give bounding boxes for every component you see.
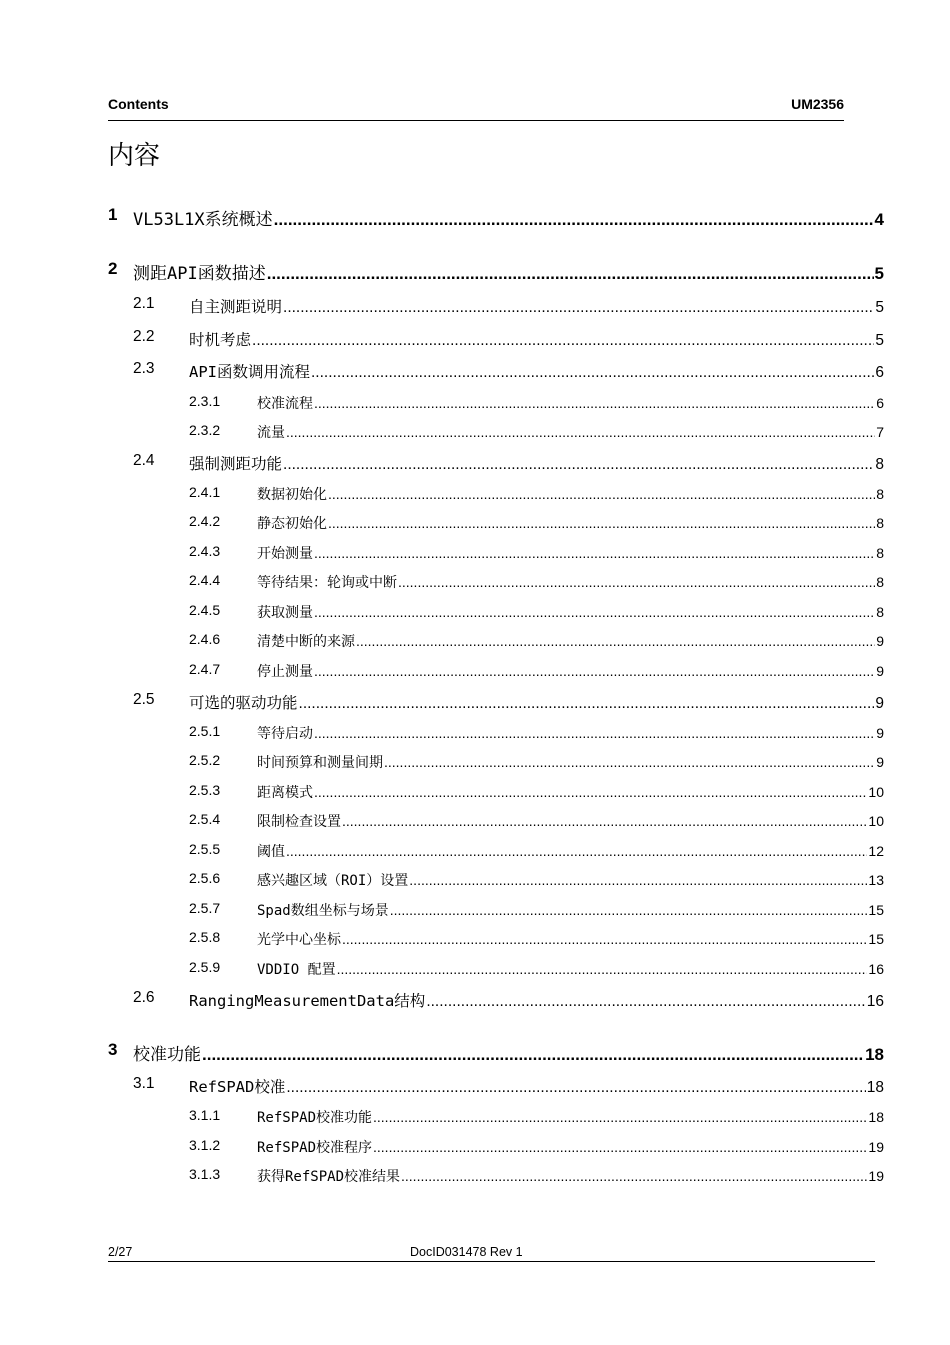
header-section-label: Contents: [108, 96, 169, 112]
toc-entry-number: 2.4.6: [189, 631, 221, 647]
toc-entry-title: 光学中心坐标: [257, 932, 341, 948]
toc-entry-title: 自主测距说明: [189, 298, 283, 316]
toc-entry-title: VL53L1X系统概述: [133, 210, 273, 230]
toc-entry-page: 7: [876, 424, 884, 440]
toc-entry[interactable]: [189, 631, 884, 651]
toc-entry[interactable]: [189, 900, 884, 920]
toc-entry-number: 2.4.4: [189, 572, 221, 588]
toc-dot-leader: [202, 1045, 864, 1065]
toc-entry-number: 2.3: [133, 360, 155, 377]
toc-entry[interactable]: [189, 841, 884, 861]
toc-entry[interactable]: [189, 484, 884, 504]
toc-entry-number: 3.1.2: [189, 1137, 221, 1153]
page-number: 2/27: [108, 1245, 133, 1259]
toc-entry-number: 2.5.6: [189, 870, 221, 886]
toc-dot-leader: [286, 424, 875, 440]
toc-entry-page: 5: [874, 264, 884, 283]
toc-entry[interactable]: [133, 691, 884, 713]
toc-entry-number: 2.4: [133, 452, 155, 469]
toc-entry-page: 6: [876, 395, 884, 411]
toc-entry-title: RangingMeasurementData结构: [189, 992, 426, 1010]
toc-entry[interactable]: [133, 989, 884, 1011]
toc-entry-page: 8: [876, 486, 884, 502]
toc-entry-number: 2.6: [133, 989, 155, 1006]
toc-entry-page: 8: [876, 515, 884, 531]
toc-entry-number: 2.5.7: [189, 900, 221, 916]
toc-entry-number: 2.5.4: [189, 811, 221, 827]
header-doc-code: UM2356: [791, 96, 844, 112]
toc-entry-number: 2: [108, 259, 118, 278]
toc-dot-leader: [311, 364, 874, 382]
toc-entry-title: 停止测量: [257, 664, 313, 680]
toc-dot-leader: [286, 1079, 865, 1097]
toc-entry-page: 9: [875, 695, 884, 712]
toc-entry-number: 2.5.3: [189, 782, 221, 798]
toc-entry[interactable]: [189, 870, 884, 890]
toc-entry-title: 静态初始化: [257, 516, 327, 532]
toc-entry-title: 数据初始化: [257, 487, 327, 503]
toc-dot-leader: [314, 784, 867, 800]
toc-entry-page: 9: [876, 633, 884, 649]
toc-entry-number: 2.2: [133, 328, 155, 345]
toc-entry[interactable]: [108, 205, 884, 230]
toc-entry-title: 感兴趣区域（ROI）设置: [257, 873, 409, 889]
toc-entry[interactable]: [189, 782, 884, 802]
toc-dot-leader: [337, 961, 868, 977]
toc-dot-leader: [342, 813, 867, 829]
toc-dot-leader: [390, 902, 868, 918]
toc-entry-title: API函数调用流程: [189, 363, 310, 381]
toc-dot-leader: [401, 1168, 867, 1184]
toc-entry-number: 2.5.2: [189, 752, 221, 768]
toc-entry[interactable]: [189, 752, 884, 772]
toc-entry[interactable]: [189, 1166, 884, 1186]
toc-entry-title: 限制检查设置: [257, 814, 341, 830]
toc-entry[interactable]: [189, 1137, 884, 1157]
toc-entry-page: 18: [868, 1109, 884, 1125]
toc-entry[interactable]: [133, 360, 884, 382]
toc-entry-title: 开始测量: [257, 546, 313, 562]
toc-entry[interactable]: [189, 723, 884, 743]
toc-dot-leader: [426, 993, 865, 1011]
toc-entry-number: 3: [108, 1040, 118, 1059]
toc-entry[interactable]: [189, 513, 884, 533]
toc-dot-leader: [373, 1109, 867, 1125]
toc-entry-title: 校准功能: [133, 1045, 201, 1065]
toc-dot-leader: [314, 395, 875, 411]
toc-entry[interactable]: [133, 328, 884, 350]
toc-entry-number: 2.4.7: [189, 661, 221, 677]
toc-dot-leader: [356, 633, 875, 649]
page-footer: [108, 1245, 875, 1262]
toc-entry[interactable]: [133, 1075, 884, 1097]
toc-dot-leader: [267, 264, 874, 284]
toc-entry[interactable]: [189, 811, 884, 831]
toc-entry-number: 2.5.9: [189, 959, 221, 975]
toc-entry[interactable]: [133, 295, 884, 317]
toc-entry-number: 2.4.2: [189, 513, 221, 529]
toc-entry-title: 清楚中断的来源: [257, 634, 355, 650]
toc-entry-number: 2.3.2: [189, 422, 221, 438]
toc-entry-page: 8: [876, 545, 884, 561]
toc-entry-title: RefSPAD校准功能: [257, 1110, 373, 1126]
toc-entry-number: 2.4.1: [189, 484, 221, 500]
toc-entry-number: 2.5.1: [189, 723, 221, 739]
toc-entry-number: 2.5.5: [189, 841, 221, 857]
toc-entry-title: 校准流程: [257, 396, 313, 412]
toc-dot-leader: [283, 299, 874, 317]
toc-entry-number: 2.3.1: [189, 393, 221, 409]
toc-entry[interactable]: [189, 572, 884, 592]
toc-entry-page: 19: [868, 1168, 884, 1184]
toc-entry-page: 4: [874, 210, 884, 229]
toc-entry-title: 等待启动: [257, 726, 313, 742]
toc-entry-page: 9: [876, 754, 884, 770]
toc-entry-page: 5: [875, 299, 884, 316]
toc-entry-page: 5: [875, 332, 884, 349]
toc-dot-leader: [314, 604, 875, 620]
toc-entry-page: 13: [868, 872, 884, 888]
toc-dot-leader: [274, 210, 874, 230]
toc-dot-leader: [252, 332, 874, 350]
toc-entry-page: 9: [876, 725, 884, 741]
toc-entry[interactable]: [108, 1040, 884, 1065]
toc-entry[interactable]: [189, 393, 884, 413]
toc-entry[interactable]: [189, 929, 884, 949]
toc-entry-page: 19: [868, 1139, 884, 1155]
toc-dot-leader: [328, 515, 875, 531]
toc-entry-page: 8: [876, 574, 884, 590]
toc-entry-title: 可选的驱动功能: [189, 694, 298, 712]
toc-entry-title: 测距API函数描述: [133, 264, 266, 284]
toc-dot-leader: [314, 725, 875, 741]
toc-dot-leader: [398, 574, 875, 590]
toc-dot-leader: [342, 931, 867, 947]
toc-entry-number: 2.5.8: [189, 929, 221, 945]
toc-dot-leader: [283, 456, 874, 474]
toc-entry-title: 强制测距功能: [189, 455, 283, 473]
toc-entry-page: 16: [866, 993, 884, 1010]
toc-entry-title: 流量: [257, 425, 285, 441]
toc-entry-title: 阈值: [257, 844, 285, 860]
toc-entry-number: 3.1.3: [189, 1166, 221, 1182]
toc-entry-number: 3.1.1: [189, 1107, 221, 1123]
toc-entry-page: 10: [868, 784, 884, 800]
toc-entry[interactable]: [189, 602, 884, 622]
toc-entry[interactable]: [189, 959, 884, 979]
toc-dot-leader: [299, 695, 875, 713]
toc-entry[interactable]: [133, 452, 884, 474]
toc-entry-title: RefSPAD校准: [189, 1078, 286, 1096]
toc-entry[interactable]: [189, 661, 884, 681]
toc-entry[interactable]: [108, 259, 884, 284]
toc-entry[interactable]: [189, 1107, 884, 1127]
toc-entry-title: 距离模式: [257, 785, 313, 801]
toc-entry-page: 18: [866, 1079, 884, 1096]
toc-dot-leader: [286, 843, 867, 859]
toc-entry-page: 16: [868, 961, 884, 977]
toc-entry-title: 时机考虑: [189, 331, 252, 349]
toc-entry-title: 等待结果：轮询或中断: [257, 575, 397, 591]
toc-entry-number: 2.5: [133, 691, 155, 708]
toc-dot-leader: [384, 754, 875, 770]
toc-entry-page: 12: [868, 843, 884, 859]
toc-entry-number: 1: [108, 205, 118, 224]
page-header: [108, 94, 844, 121]
toc-entry-title: 获取测量: [257, 605, 313, 621]
toc-entry-page: 15: [868, 902, 884, 918]
toc-entry-page: 8: [875, 456, 884, 473]
toc-entry-title: VDDIO 配置: [257, 962, 336, 978]
toc-entry-page: 9: [876, 663, 884, 679]
toc-entry-page: 18: [865, 1045, 884, 1064]
toc-entry[interactable]: [189, 422, 884, 442]
toc-dot-leader: [314, 545, 875, 561]
toc-dot-leader: [314, 663, 875, 679]
toc-dot-leader: [373, 1139, 867, 1155]
toc-entry-title: Spad数组坐标与场景: [257, 903, 389, 919]
toc-entry-number: 2.4.5: [189, 602, 221, 618]
toc-entry-number: 3.1: [133, 1075, 155, 1092]
toc-entry-page: 10: [868, 813, 884, 829]
page-title: 内容: [108, 141, 161, 171]
toc-entry[interactable]: [189, 543, 884, 563]
toc-entry-page: 6: [875, 364, 884, 381]
toc-entry-number: 2.4.3: [189, 543, 221, 559]
toc-entry-title: RefSPAD校准程序: [257, 1140, 373, 1156]
toc-entry-title: 获得RefSPAD校准结果: [257, 1169, 401, 1185]
toc-dot-leader: [328, 486, 875, 502]
toc-entry-title: 时间预算和测量间期: [257, 755, 383, 771]
toc-entry-number: 2.1: [133, 295, 155, 312]
toc-entry-page: 15: [868, 931, 884, 947]
document-id: DocID031478 Rev 1: [410, 1245, 523, 1259]
toc-entry-page: 8: [876, 604, 884, 620]
toc-dot-leader: [409, 872, 867, 888]
